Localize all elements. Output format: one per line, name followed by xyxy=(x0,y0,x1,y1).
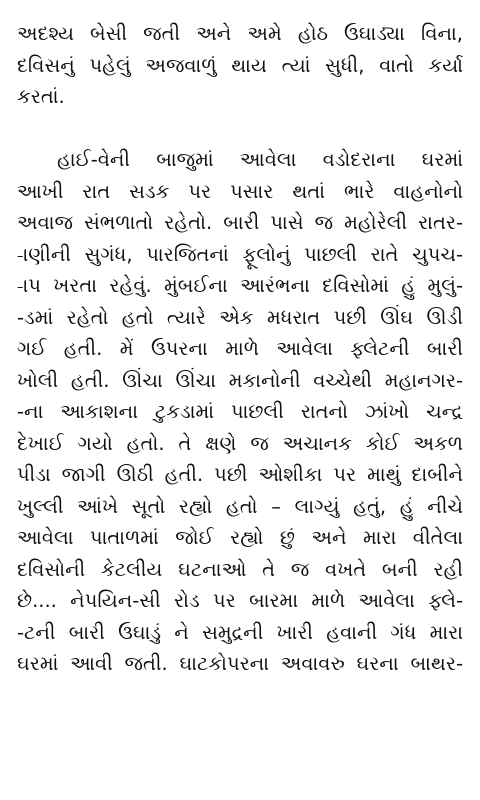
paragraph-1 xyxy=(17,18,463,113)
text-line: -ાપ ખરતા રહેવું. મુંબઈના આરંભના દવિસોમાં હું મુલું- xyxy=(17,274,463,297)
paragraph-2 xyxy=(17,144,463,680)
text-line: આખી રાત સડક પર પસાર થતાં ભારે વાહનોનો xyxy=(17,179,463,203)
text-line: ઘરમાં આવી જતી. ઘાટકોપરના અવાવરુ ઘરના બાથર- xyxy=(17,652,463,675)
text-line: ખોલી હતી. ઊંચા ઊંચા મકાનોની વચ્ચેથી મહાનગર- xyxy=(17,368,463,392)
text-line: પીડા જાગી ઊઠી હતી. પછી ઓશીકા પર માથું દાબીને xyxy=(17,463,463,486)
text-line: છે.... નેપયિન-સી રોડ પર બારમા માળે આવેલા ફ્લે- xyxy=(17,589,463,612)
text-line: દવિસનું પહેલું અજવાળું થાય ત્યાં સુધી, વાતો કર્યા xyxy=(17,53,463,77)
text-line: હાઈ-વેની બાજુમાં આવેલા વડોદરાના ઘરમાં xyxy=(57,148,463,171)
text-line: આવેલા પાતાળમાં જોઈ રહ્યો છું અને મારા વીતેલા xyxy=(17,526,463,549)
text-line: કરતાં. xyxy=(17,85,65,108)
text-line: ગઈ હતી. મેં ઉપરના માળે આવેલા ફ્લેટની બારી xyxy=(17,337,463,360)
text-line: -ાણીની સુગંધ, પારજિતનાં ફૂલોનું પાછલી રાતે ચુપચ- xyxy=(17,242,463,266)
book-text xyxy=(17,18,463,680)
text-line: ખુલ્લી આંખે સૂતો રહ્યો હતો – લાગ્યું હતું, હું નીચે xyxy=(17,494,463,518)
text-line: દેખાઈ ગયો હતો. તે ક્ષણે જ અચાનક કોઈ અકળ xyxy=(17,431,463,455)
text-line: -ડમાં રહેતો હતો ત્યારે એક મધરાત પછી ઊંઘ ઊડી xyxy=(17,305,463,329)
text-line: અવાજ સંભળાતો રહેતો. બારી પાસે જ મહોરેલી રાતર- xyxy=(17,211,463,234)
paragraph-gap xyxy=(17,113,463,145)
text-line: -ના આકાશના ટુકડામાં પાછલી રાતનો ઝાંખો ચન્દ્ર xyxy=(17,400,463,423)
text-line: દવિસોની કેટલીય ઘટનાઓ તે જ વખતે બની રહી xyxy=(17,557,463,581)
text-line: -ટની બારી ઉઘાડું ને સમુદ્રની ખારી હવાની ગંધ મારા xyxy=(17,620,463,644)
text-line: અદશ્ય બેસી જતી અને અમે હોઠ ઉઘાડ્યા વિના, xyxy=(17,22,463,45)
